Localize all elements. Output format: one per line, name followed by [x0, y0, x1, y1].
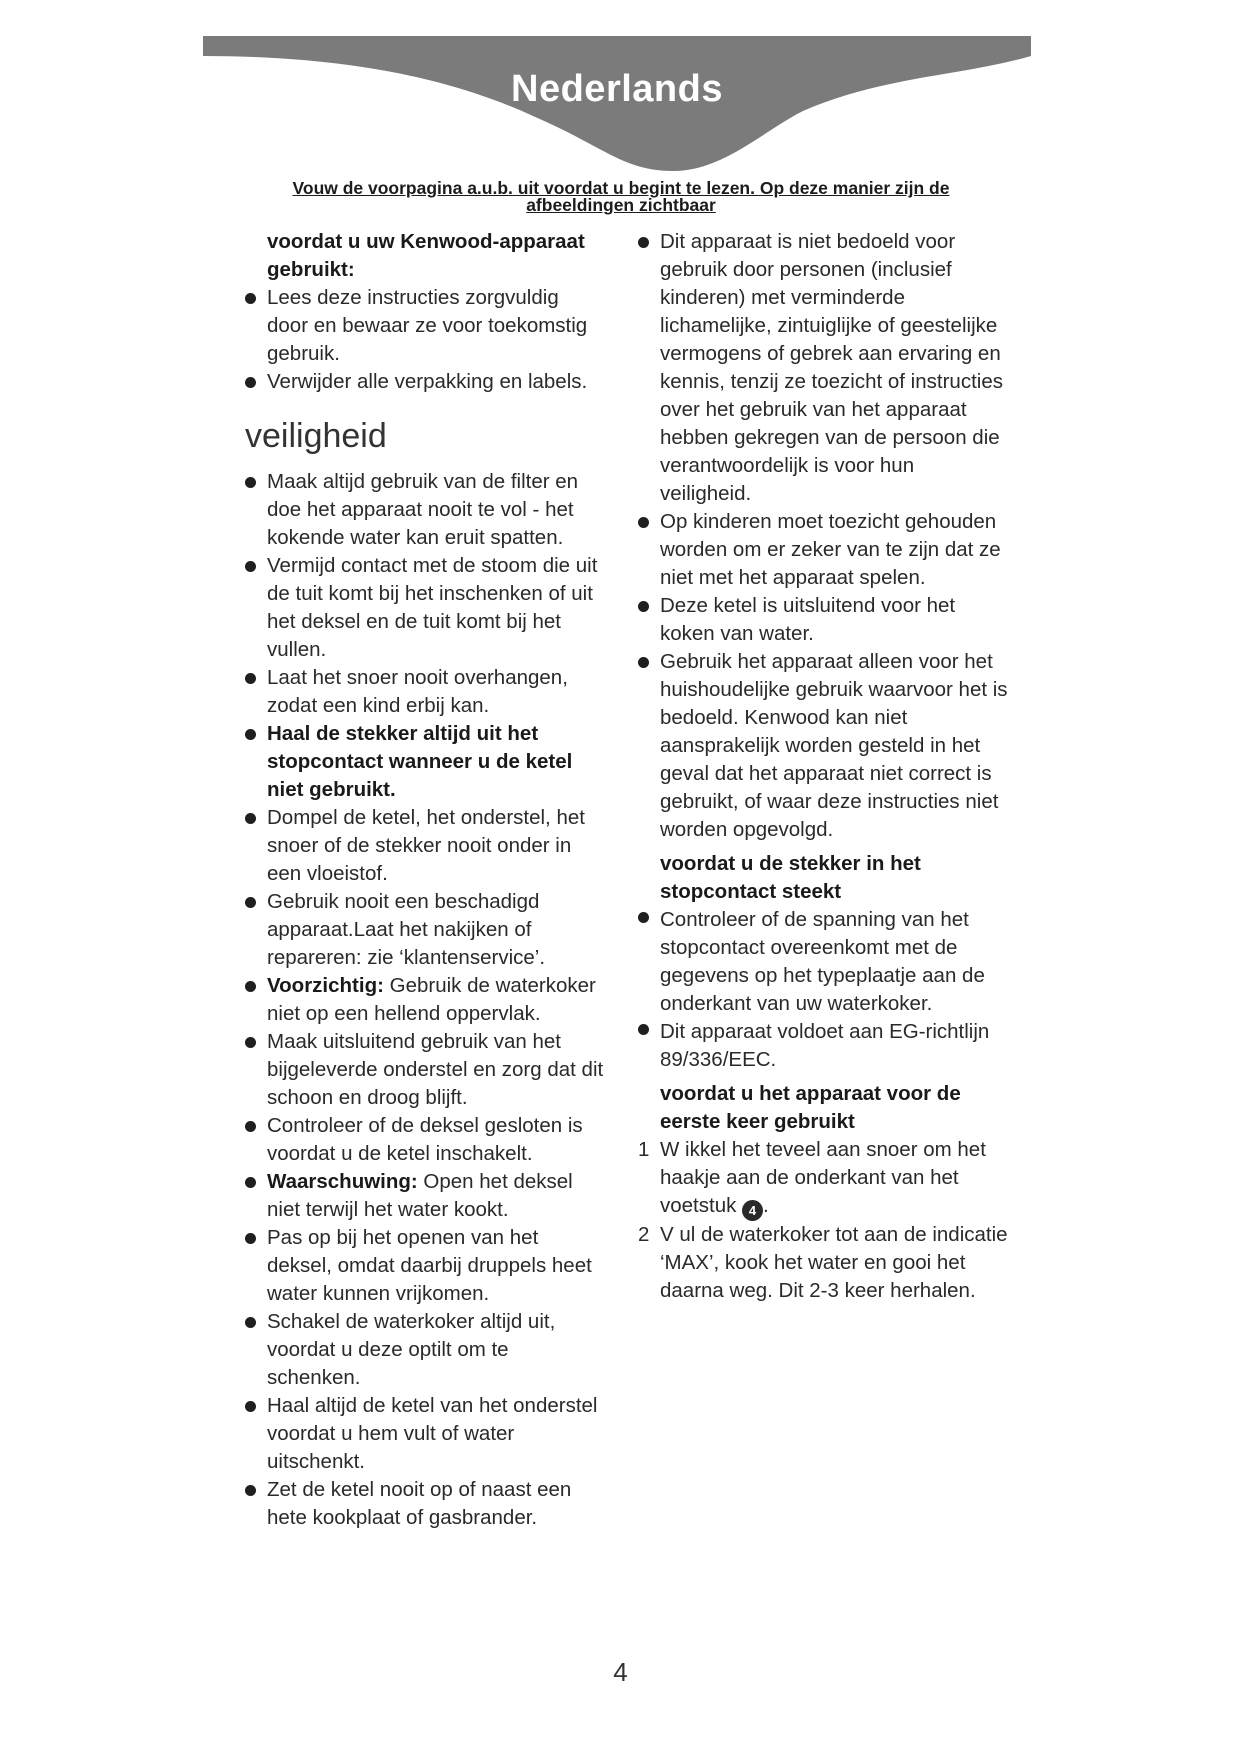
list-item: Zet de ketel nooit op of naast een hete kookplaat of gasbrander. [245, 1476, 605, 1532]
list-item: Deze ketel is uitsluitend voor het koken van water. [638, 592, 1008, 648]
figure-ref-icon: 4 [742, 1200, 763, 1221]
warning-text: Open het deksel niet terwijl het water kookt. [267, 1170, 573, 1221]
list-item: Dit apparaat voldoet aan EG-richtlijn 89/336/EEC. [638, 1018, 1008, 1074]
list-item: Schakel de waterkoker altijd uit, voordat u deze optilt om te schenken. [245, 1308, 605, 1392]
left-column [245, 228, 605, 1532]
list-item: Gebruik nooit een beschadigd apparaat.Laat het nakijken of repareren: zie ‘klantenservice’. [245, 888, 605, 972]
intro-heading: voordat u uw Kenwood-apparaat gebruikt: [267, 230, 585, 281]
list-item: Controleer of de spanning van het stopcontact overeenkomt met de gegevens op het typeplaatje aan de onderkant van uw waterkoker. [638, 906, 1008, 1018]
list-item-unplug: Haal de stekker altijd uit het stopcontact wanneer u de ketel niet gebruikt. [245, 720, 605, 804]
list-item: Pas op bij het openen van het deksel, omdat daarbij druppels heet water kunnen vrijkomen. [245, 1224, 605, 1308]
warning-label: Waarschuwing: [267, 1170, 418, 1193]
list-item: Controleer of de deksel gesloten is voordat u de ketel inschakelt. [245, 1112, 605, 1168]
safety-list [245, 468, 605, 1532]
list-item-warning [245, 1168, 605, 1224]
first-use-heading: voordat u het apparaat voor de eerste keer gebruikt [660, 1082, 961, 1133]
fold-note: Vouw de voorpagina a.u.b. uit voordat u begint te lezen. Op deze manier zijn de afbeeldingen zichtbaar [292, 178, 950, 215]
list-item: Dompel de ketel, het onderstel, het snoer of de stekker nooit onder in een vloeistof. [245, 804, 605, 888]
list-item-caution [245, 972, 605, 1028]
first-use-steps [638, 1136, 1008, 1305]
step-number: 1 [638, 1138, 650, 1161]
page-number: 4 [613, 1657, 628, 1687]
plug-list [638, 906, 1008, 1074]
step-item [638, 1136, 1008, 1221]
right-column [638, 228, 1008, 1305]
caution-text: Gebruik de waterkoker niet op een hellend oppervlak. [267, 974, 596, 1025]
list-item: Maak altijd gebruik van de filter en doe het apparaat nooit te vol - het kokende water kan eruit spatten. [245, 468, 605, 552]
list-item: Vermijd contact met de stoom die uit de tuit komt bij het inschenken of uit het deksel en de tuit komt bij het vullen. [245, 552, 605, 664]
list-item: Haal altijd de ketel van het onderstel voordat u hem vult of water uitschenkt. [245, 1392, 605, 1476]
list-item: Verwijder alle verpakking en labels. [245, 368, 605, 396]
caution-label: Voorzichtig: [267, 974, 384, 997]
list-item: Maak uitsluitend gebruik van het bijgeleverde onderstel en zorg dat dit schoon en droog blijft. [245, 1028, 605, 1112]
step-text-end: . [763, 1194, 769, 1217]
list-item: Laat het snoer nooit overhangen, zodat een kind erbij kan. [245, 664, 605, 720]
plug-heading: voordat u de stekker in het stopcontact steekt [660, 852, 921, 903]
list-item: Op kinderen moet toezicht gehouden worden om er zeker van te zijn dat ze niet met het apparaat spelen. [638, 508, 1008, 592]
section-title-veiligheid: veiligheid [245, 417, 387, 455]
intro-list [245, 284, 605, 396]
page-title: Nederlands [511, 68, 723, 110]
step-number: 2 [638, 1223, 650, 1246]
step-text: W ikkel het teveel aan snoer om het haakje aan de onderkant van het voetstuk [660, 1138, 986, 1217]
list-item: Gebruik het apparaat alleen voor het huishoudelijke gebruik waarvoor het is bedoeld. Kenwood kan niet aansprakelijk worden gesteld in het geval dat het apparaat niet correct is gebruikt, of waar deze instructies niet worden opgevolgd. [638, 648, 1008, 844]
step-text: V ul de waterkoker tot aan de indicatie ‘MAX’, kook het water en gooi het daarna weg. Dit 2-3 keer herhalen. [660, 1223, 1008, 1302]
step-item [638, 1221, 1008, 1305]
list-item: Dit apparaat is niet bedoeld voor gebruik door personen (inclusief kinderen) met verminderde lichamelijke, zintuiglijke of geestelijke vermogens of gebrek aan ervaring en kennis, tenzij ze toezicht of instructies over het gebruik van het apparaat hebben gekregen van de persoon die verantwoordelijk is voor hun veiligheid. [638, 228, 1008, 508]
list-item: Lees deze instructies zorgvuldig door en bewaar ze voor toekomstig gebruik. [245, 284, 605, 368]
usage-list [638, 228, 1008, 844]
